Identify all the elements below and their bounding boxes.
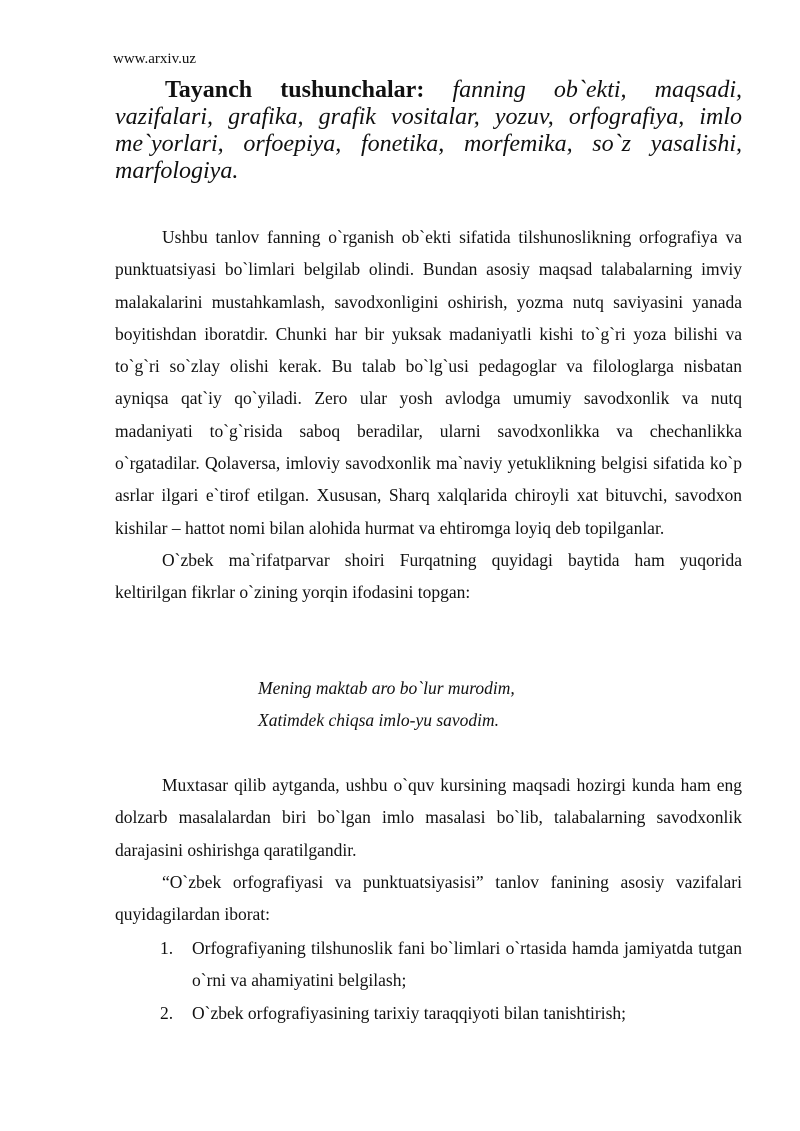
poem-line: Mening maktab aro bo`lur murodim,	[258, 678, 515, 698]
list-item-text: O`zbek orfografiyasining tarixiy taraqqiyoti bilan tanishtirish;	[192, 1002, 626, 1023]
paragraph: Ushbu tanlov fanning o`rganish ob`ekti sifatida tilshunoslikning orfografiya va punktuatsiyasi bo`limlari belgilab olindi. Bundan asosiy maqsad talabalarning imviy malakalarini mustahkamlash, savodxonligini oshirish, yozma nutq saviyasini yanada boyitishdan iboratdir. Chunki har bir yuksak madaniyatli kishi to`g`ri yoza bilishi va to`g`ri so`zlay olishi kerak. Bu talab bo`lg`usi pedagoglar va filologlarga nisbatan ayniqsa qat`iy qo`yiladi. Zero ular yosh avlodga umumiy savodxonlik va nutq madaniyati to`g`risida saboq beradilar, ularni savodxonlikka va chechanlikka o`rgatadilar. Qolaversa, imloviy savodxonlik ma`naviy yetuklikning belgisi sifatida ko`p asrlar ilgari e`tirof etilgan. Xususan, Sharq xalqlarida chiroyli xat bituvchi, savodxon kishilar – hattot nomi bilan alohida hurmat va ehtiromga loyiq deb topilganlar.	[115, 227, 742, 538]
site-url: www.arxiv.uz	[113, 51, 197, 67]
tasks-list	[160, 932, 742, 1029]
body-section-2	[115, 769, 742, 930]
paragraph: “O`zbek orfografiyasi va punktuatsiyasisi” tanlov fanining asosiy vazifalari quyidagilardan iborat:	[115, 871, 742, 925]
paragraph: Muxtasar qilib aytganda, ushbu o`quv kursining maqsadi hozirgi kunda ham eng dolzarb masalalardan biri bo`lgan imlo masalasi bo`lib, talabalarning savodxonlik darajasini oshirishga qaratilgandir.	[115, 775, 742, 860]
poem-verse	[258, 672, 515, 736]
list-item	[160, 997, 742, 1029]
keywords-block	[115, 77, 742, 185]
list-item-number: 2.	[160, 1002, 174, 1023]
list-item-number: 1.	[160, 938, 174, 958]
list-item	[160, 932, 742, 997]
body-section-1	[115, 221, 742, 609]
poem-line: Xatimdek chiqsa imlo-yu savodim.	[258, 710, 500, 730]
keywords-terms: fanning ob`ekti, maqsadi, vazifalari, grafika, grafik vositalar, yozuv, orfografiya, imlo me`yorlari, orfoepiya, fonetika, morfemika, so`z yasalishi, marfologiya.	[115, 77, 742, 184]
keywords-label: Tayanch tushunchalar:	[165, 77, 425, 103]
list-item-text: Orfografiyaning tilshunoslik fani bo`limlari o`rtasida hamda jamiyatda tutgan o`rni va ahamiyatini belgilash;	[192, 938, 742, 991]
paragraph: O`zbek ma`rifatparvar shoiri Furqatning quyidagi baytida ham yuqorida keltirilgan fikrlar o`zining yorqin ifodasini topgan:	[115, 549, 742, 603]
